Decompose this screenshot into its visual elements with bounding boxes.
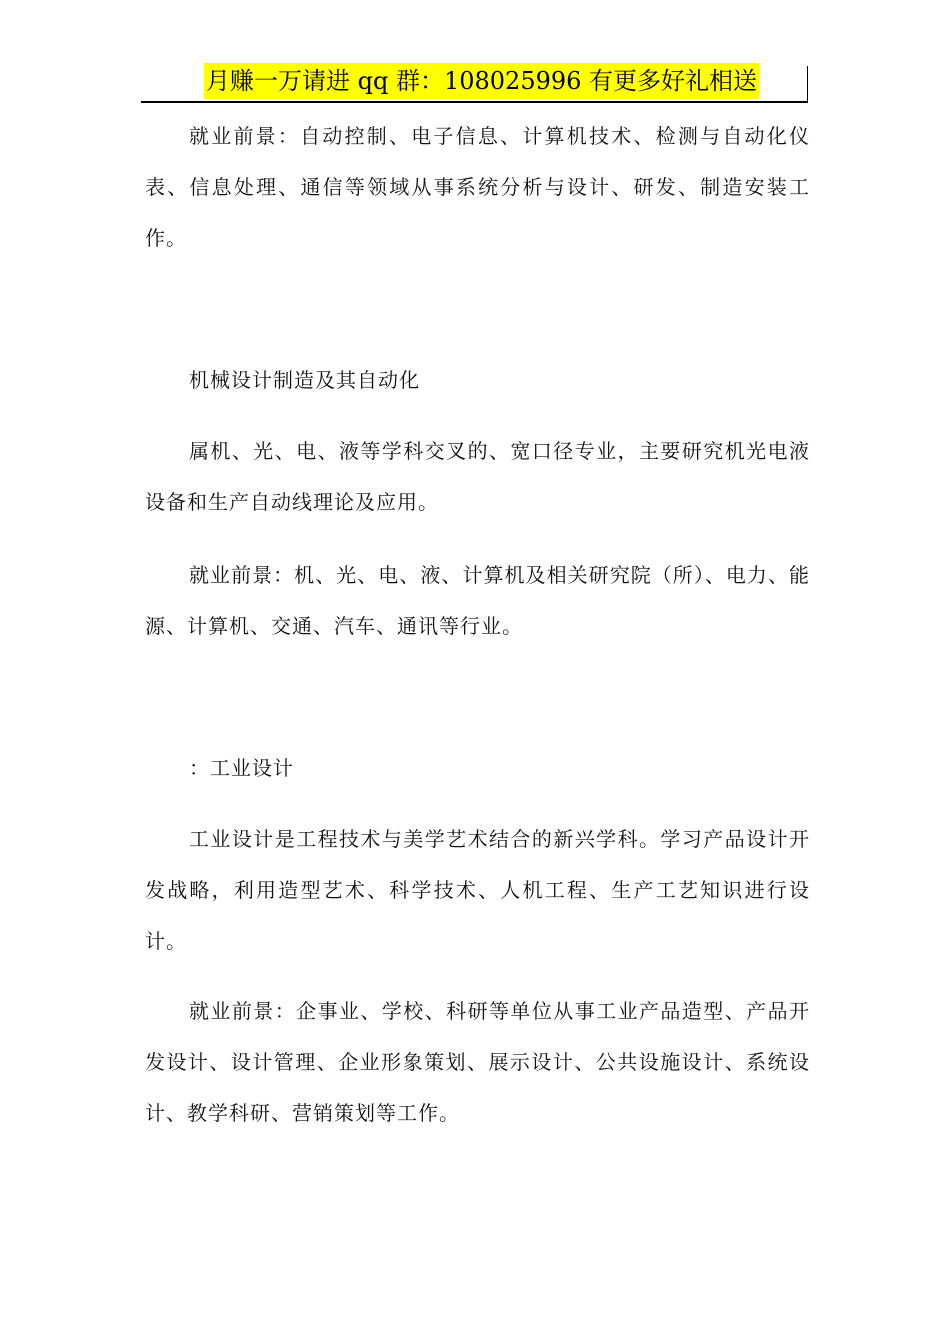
header-divider [141, 101, 808, 103]
paragraph-automation-prospects: 就业前景：自动控制、电子信息、计算机技术、检测与自动化仪表、信息处理、通信等领域从事系统分析与设计、研发、制造安装工作。 [145, 124, 810, 250]
paragraph-industrial-prospects: 就业前景：企事业、学校、科研等单位从事工业产品造型、产品开发设计、设计管理、企业形象策划、展示设计、公共设施设计、系统设计、教学科研、营销策划等工作。 [145, 999, 810, 1125]
paragraph-mechanical-prospects: 就业前景：机、光、电、液、计算机及相关研究院（所）、电力、能源、计算机、交通、汽车、通讯等行业。 [145, 563, 810, 638]
section-heading-industrial-design: ：工业设计 [189, 756, 294, 780]
paragraph-industrial-description: 工业设计是工程技术与美学艺术结合的新兴学科。学习产品设计开发战略，利用造型艺术、科学技术、人机工程、生产工艺知识进行设计。 [145, 827, 810, 953]
paragraph-mechanical-description: 属机、光、电、液等学科交叉的、宽口径专业，主要研究机光电液设备和生产自动线理论及应用。 [145, 439, 810, 514]
header-banner: 月赚一万请进 qq 群：108025996 有更多好礼相送 [204, 63, 759, 99]
section-heading-mechanical: 机械设计制造及其自动化 [189, 368, 420, 392]
header-corner-mark [807, 66, 808, 103]
